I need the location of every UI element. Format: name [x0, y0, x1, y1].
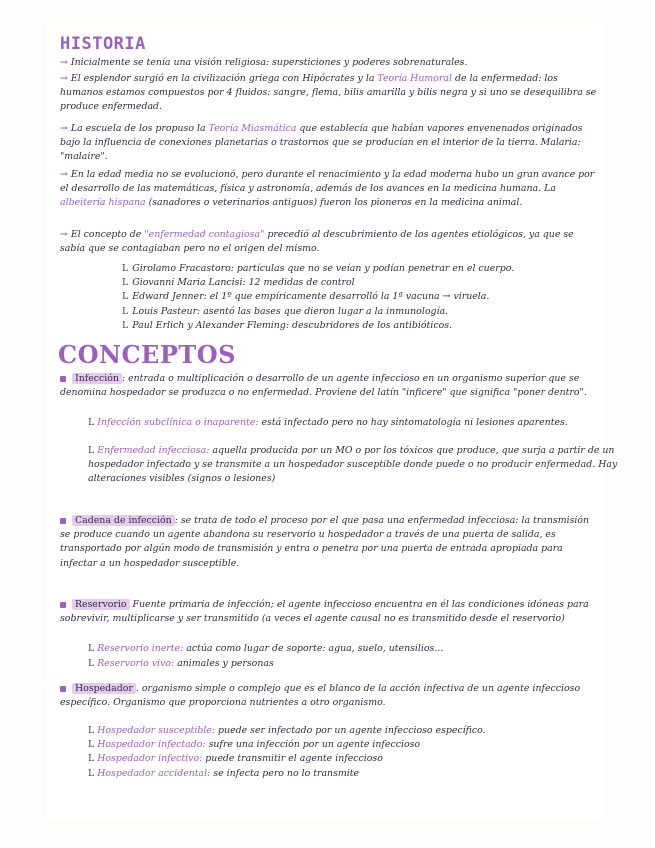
list-item: L Girolamo Fracastoro: partículas que no se veían y podían penetrar en el cuerpo. — [122, 263, 515, 274]
concept-hospedador: Hospedador . organismo simple o complejo que es el blanco de la acción infectiva de un agente infeccioso específico. Organismo que proporciona nutrientes a otro organismo. — [60, 683, 581, 709]
list-item: L Edward Jenner: el 1º que empíricamente desarrolló la 1ª vacuna → viruela. — [122, 291, 490, 303]
historia-text-5b: precedió al descubrimiento de los agentes etiológicos, ya que se sabía que se contagiaban pero no el origen del mismo. — [60, 229, 574, 255]
concept-hospedador-subs — [60, 724, 628, 781]
historia-term-teoria-humoral: Teoría Humoral — [377, 73, 453, 84]
concept-cadena: Cadena de infección : se trata de todo el proceso por el que pasa una enfermedad infecciosa: la transmisión se produce cuando un agente abandona su reservorio u hospedador a través de una puerta de salida, es transportado por algún modo de transmisión y entra o penetra por una puerta de entrada apropiada para infectar a un hospedador susceptible. — [60, 515, 590, 569]
historia-term-albeiteria: albeitería hispana — [60, 197, 146, 209]
list-item: L Louis Pasteur: asentó las bases que dieron lugar a la inmunología. — [122, 305, 449, 317]
historia-scientists-list — [60, 262, 655, 333]
concept-infeccion-sub-2: L Enfermedad infecciosa: aquella producida por un MO o por los tóxicos que produce, que surja a partir de un hospedador infectado y se transmite a un hospedador susceptible donde puede o no producir enfermedad. Hay alteraciones visibles (signos o lesiones) — [88, 445, 618, 485]
historia-paragraph-5 — [60, 228, 600, 256]
concept-reservorio — [60, 598, 600, 626]
arrow-icon: → — [60, 229, 68, 240]
arrow-icon: → — [60, 73, 68, 84]
historia-paragraph-4 — [60, 168, 600, 211]
historia-text-2a: El esplendor surgió en la civilización griega con Hipócrates y la — [70, 73, 375, 84]
concept-term: Infección — [72, 373, 122, 384]
bullet-icon — [60, 602, 66, 608]
historia-text-5a: El concepto de — [70, 229, 142, 240]
arrow-icon: → — [60, 123, 68, 134]
list-item: L Hospedador infectivo: puede transmitir el agente infeccioso — [88, 753, 383, 765]
historia-paragraph-1 — [60, 56, 600, 70]
list-item: L Hospedador infectado: sufre una infección por un agente infeccioso — [88, 739, 421, 751]
concept-term: Reservorio — [72, 599, 130, 610]
concept-infeccion: Infección : entrada o multiplicación o desarrollo de un agente infeccioso en un organismo superior que se denomina hospedador se produzca o no enfermedad. Proviene del latín "inficere" que significa "poner dentro". — [60, 373, 587, 399]
arrow-icon: → — [60, 169, 68, 180]
arrow-icon: → — [60, 57, 68, 68]
historia-text-4b: (sanadores o veterinarios antiguos) fueron los pioneros en la medicina animal. — [148, 197, 523, 209]
concept-term: Cadena de infección — [72, 515, 175, 526]
historia-paragraph-2 — [60, 72, 600, 115]
section-title-historia: HISTORIA — [60, 34, 146, 54]
concept-text: se trata de todo el proceso por el que pasa una enfermedad infecciosa: la transmisión se produce cuando un agente abandona su reservorio u hospedador a través de una puerta de salida, es transportado por algún modo de transmisión y entra o penetra por una puerta de entrada apropiada para infectar a un hospedador susceptible. — [60, 515, 590, 569]
concept-reservorio-sub-2: L Reservorio vivo: animales y personas — [88, 658, 274, 669]
list-item: L Giovanni Maria Lancisi: 12 medidas de control — [122, 277, 355, 289]
concept-text: entrada o multiplicación o desarrollo de un agente infeccioso en un organismo superior que se denomina hospedador se produzca o no enfermedad. Proviene del latín "inficere" que significa "poner dentro". — [60, 373, 587, 399]
historia-text-3b: que establecía que habían vapores envenenados originados bajo la influencia de conexiones planetarias o trastornos que se producían en el interior de la tierra. Malaria: "malaire". — [60, 123, 583, 163]
list-item: L Hospedador accidental: se infecta pero no lo transmite — [88, 767, 360, 779]
list-item: L Paul Erlich y Alexander Fleming: descubridores de los antibióticos. — [122, 319, 452, 331]
concept-infeccion-sub-1: L Infección subclínica o inaparente: está infectado pero no hay sintomatología ni lesiones aparentes. — [88, 417, 568, 428]
historia-text-1: Inicialmente se tenía una visión religiosa: supersticiones y poderes sobrenaturales. — [70, 57, 468, 68]
list-item: L Hospedador susceptible: puede ser infectado por un agente infeccioso específico. — [88, 725, 486, 736]
section-title-conceptos: CONCEPTOS — [58, 340, 236, 369]
historia-paragraph-3 — [60, 122, 600, 165]
bullet-icon — [60, 686, 66, 692]
concept-text: organismo simple o complejo que es el blanco de la acción infectiva de un agente infeccioso específico. Organismo que proporciona nutrientes a otro organismo. — [60, 683, 581, 709]
historia-text-2b: de la enfermedad: los humanos estamos compuestos por 4 fluidos: sangre, flema, bilis amarilla y bilis negra y si uno se desequilibra se produce enfermedad. — [60, 73, 597, 113]
bullet-icon — [60, 376, 66, 382]
concept-reservorio-sub-1: L Reservorio inerte: actúa como lugar de soporte: agua, suelo, utensilios... — [88, 643, 444, 654]
concept-text: Fuente primaria de infección; el agente infeccioso encuentra en él las condiciones idóneas para sobrevivir, multiplicarse y ser transmitido (a veces el agente causal no es transmitido desde el reservorio) — [60, 599, 589, 625]
bullet-icon — [60, 518, 66, 524]
historia-text-3a: La escuela de los propuso la — [70, 123, 206, 134]
concept-term: Hospedador — [72, 683, 136, 694]
historia-term-enfermedad-contagiosa: "enfermedad contagiosa" — [144, 229, 265, 240]
historia-term-teoria-miasmatica: Teoría Miasmática — [208, 123, 297, 134]
historia-text-4a: En la edad media no se evolucionó, pero durante el renacimiento y la edad moderna hubo un gran avance por el desarrollo de las matemáticas, física y astronomía, además de los avances en la medicina humana. La — [60, 169, 595, 195]
